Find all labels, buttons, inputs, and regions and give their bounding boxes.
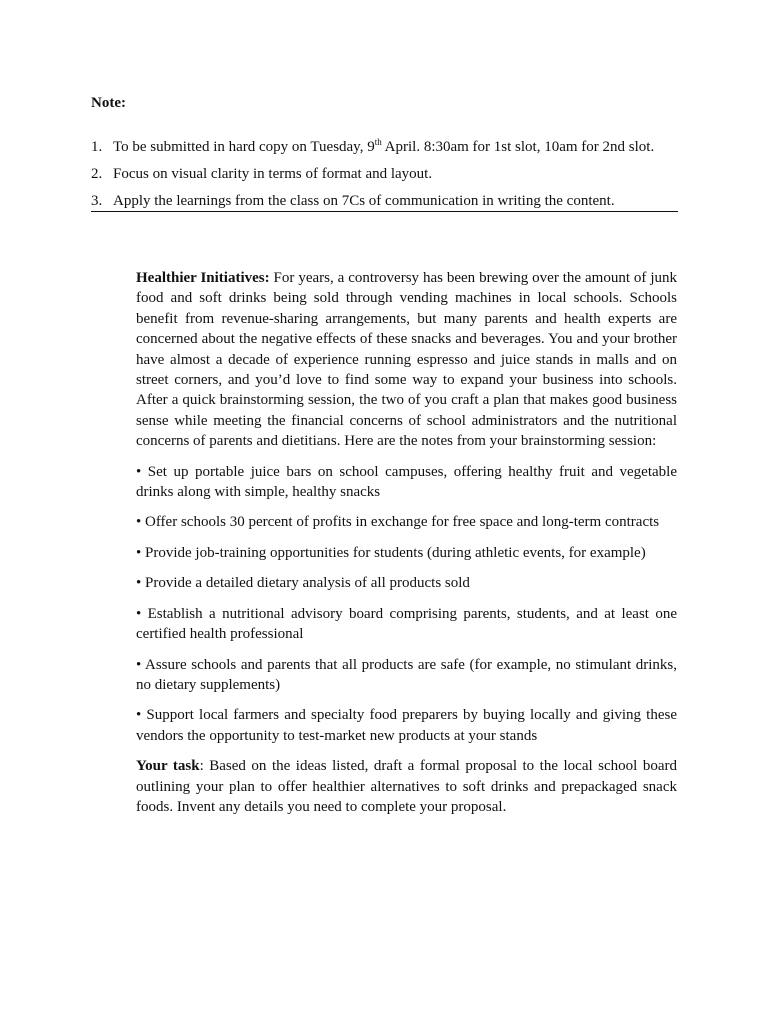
- note-item: [91, 137, 678, 164]
- note-divider: [91, 211, 678, 212]
- bullet-item: • Assure schools and parents that all products are safe (for example, no stimulant drinks, no dietary supplements): [136, 656, 677, 693]
- note-item-number: 2.: [91, 166, 103, 182]
- note-item-superscript: th: [374, 137, 382, 147]
- note-list: [91, 137, 678, 218]
- note-heading: Note:: [91, 95, 126, 111]
- bullet-item: • Provide a detailed dietary analysis of all products sold: [136, 575, 470, 592]
- case-title: Healthier Initiatives:: [136, 270, 270, 286]
- case-intro-text: For years, a controversy has been brewing over the amount of junk food and soft drinks being sold through vending machines in local schools. Schools benefit from revenue-sharing arrangements, but many parents and health experts are concerned about the negative effects of these snacks and beverages. You and your brother have almost a decade of experience running espresso and juice stands in malls and on street corners, and you’d love to find some way to expand your business into schools. After a quick brainstorming session, the two of you craft a plan that makes good business sense while meeting the financial concerns of school administrators and the nutritional concerns of parents and dietitians. Here are the notes from your brainstorming session:: [136, 270, 677, 450]
- note-item-text-cont: April. 8:30am for 1st slot, 10am for 2nd slot.: [381, 139, 655, 155]
- case-study: [136, 268, 677, 827]
- note-item-text: Apply the learnings from the class on 7Cs of communication in writing the content.: [113, 193, 615, 209]
- note-item-text: Focus on visual clarity in terms of format and layout.: [113, 166, 433, 182]
- task-paragraph: [136, 756, 677, 817]
- task-text: : Based on the ideas listed, draft a formal proposal to the local school board outlining your plan to offer healthier alternatives to soft drinks and prepackaged snack foods. Invent any details you need to complete your proposal.: [136, 758, 678, 815]
- bullet-item: • Establish a nutritional advisory board comprising parents, students, and at least one certified health professional: [136, 605, 677, 643]
- note-item-number: 3.: [91, 193, 103, 209]
- note-item: [91, 191, 678, 218]
- task-label: Your task: [136, 758, 200, 775]
- note-item: [91, 164, 678, 191]
- bullet-item: • Provide job-training opportunities for students (during athletic events, for example): [136, 544, 646, 561]
- bullet-item: • Set up portable juice bars on school campuses, offering healthy fruit and vegetable drinks along with simple, healthy snacks: [136, 463, 677, 501]
- note-item-number: 1.: [91, 139, 103, 155]
- bullet-item: • Offer schools 30 percent of profits in exchange for free space and long-term contracts: [136, 514, 660, 531]
- case-intro-paragraph: [136, 268, 677, 452]
- bullet-item: • Support local farmers and specialty food preparers by buying locally and giving these vendors the opportunity to test-market new products at your stands: [136, 707, 677, 744]
- note-item-text: To be submitted in hard copy on Tuesday, 9: [113, 139, 375, 155]
